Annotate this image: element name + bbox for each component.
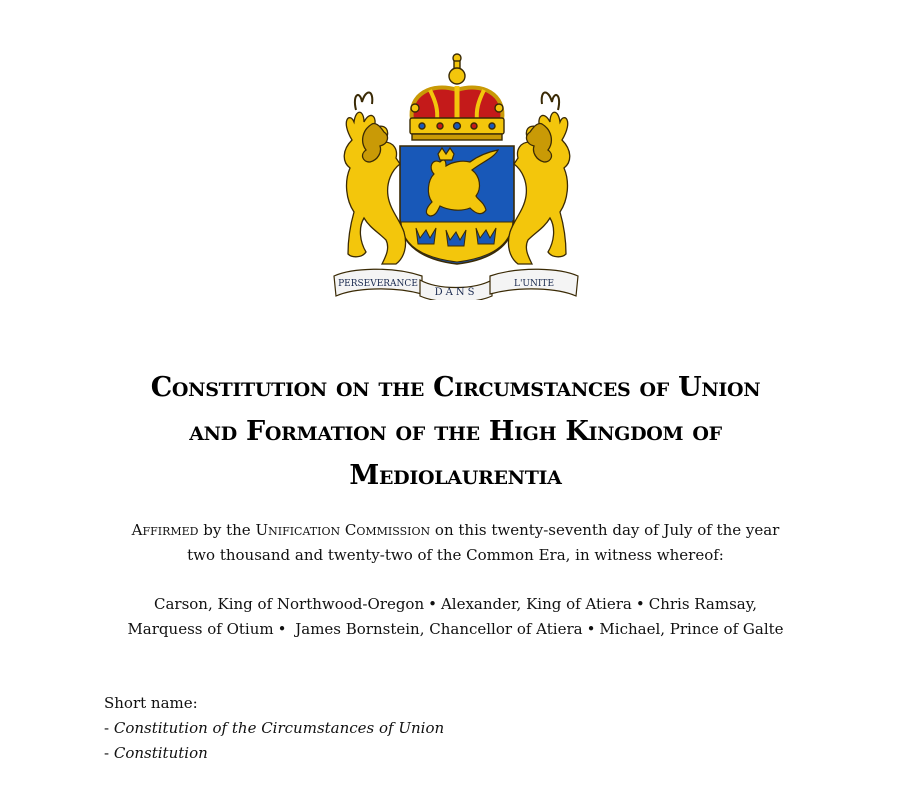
title-line-1: Constitution on the Circumstances of Union <box>150 372 761 403</box>
right-griffin-icon <box>508 92 569 264</box>
document-title <box>60 366 851 498</box>
affirmation-line-2: two thousand and twenty-two of the Common Era, in witness whereof: <box>187 546 724 564</box>
affirmation-rest: on this twenty-seventh day of July of the year <box>434 521 780 539</box>
short-name-item-text: Constitution <box>113 744 208 762</box>
commission-name: Unification Commission <box>255 521 431 539</box>
list-dash: - <box>104 744 110 762</box>
title-line-2: and Formation of the High Kingdom of <box>189 416 722 447</box>
affirmation-paragraph <box>60 518 851 568</box>
motto-word-3: L'UNITE <box>513 279 555 289</box>
shield-icon <box>400 146 514 264</box>
affirmed-word: Affirmed <box>131 521 199 539</box>
short-name-label: Short name: <box>104 694 198 712</box>
short-name-item-text: Constitution of the Circumstances of Union <box>113 719 445 737</box>
witness-1: Carson, King of Northwood-Oregon <box>153 595 425 613</box>
witness-4: James Bornstein, Chancellor of Atiera <box>295 620 583 638</box>
witness-3-name: Chris Ramsay, <box>648 595 757 613</box>
witness-3-title: Marquess of Otium <box>127 620 274 638</box>
motto-word-2: DANS <box>434 287 478 298</box>
bullet-separator: • <box>277 620 287 638</box>
list-dash: - <box>104 719 110 737</box>
short-name-item <box>104 741 804 766</box>
bullet-separator: • <box>428 595 437 613</box>
bullet-separator: • <box>635 595 645 613</box>
witness-2: Alexander, King of Atiera <box>440 595 632 613</box>
coat-of-arms-icon <box>312 50 602 300</box>
witness-5: Michael, Prince of Galte <box>599 620 784 638</box>
short-name-item <box>104 716 804 741</box>
motto-ribbon <box>334 269 578 300</box>
title-line-3: Mediolaurentia <box>349 460 562 491</box>
affirmed-by-the: by the <box>203 521 251 539</box>
crown-icon <box>410 54 504 140</box>
short-name-section <box>104 691 804 766</box>
bullet-separator: • <box>586 620 596 638</box>
left-griffin-icon <box>344 92 405 264</box>
witness-list <box>60 592 851 642</box>
motto-word-1: PERSEVERANCE <box>338 279 418 289</box>
